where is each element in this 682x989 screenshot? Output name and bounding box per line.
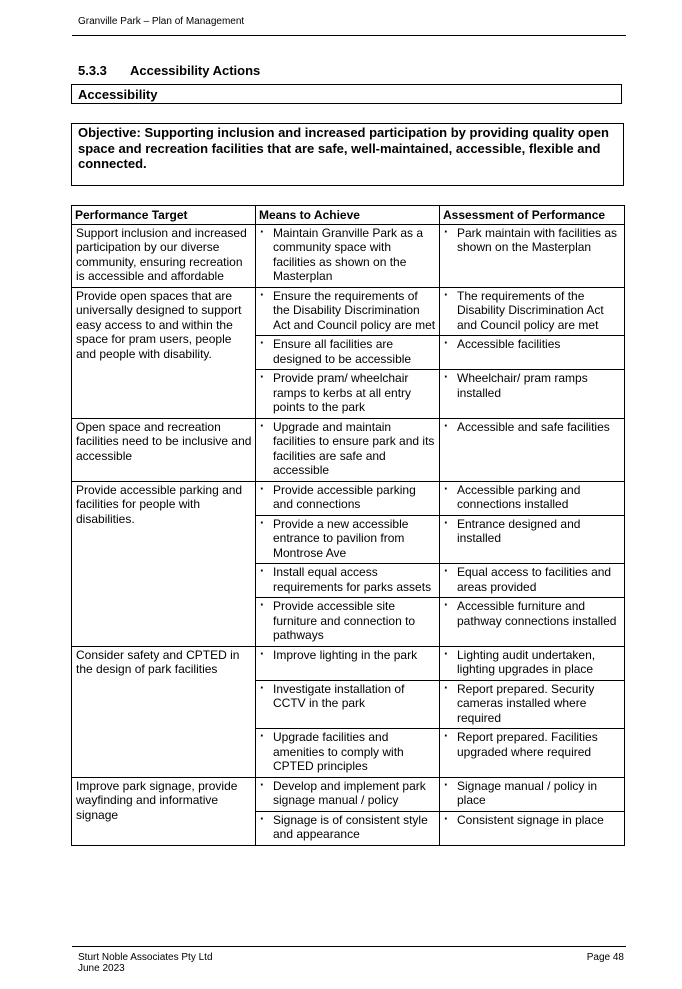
means-to-achieve: · Provide accessible site furniture and connection to pathways <box>256 598 440 647</box>
category-box: Accessibility <box>71 84 622 104</box>
section-heading <box>78 63 260 78</box>
means-to-achieve: · Upgrade and maintain facilities to ensure park and its facilities are safe and accessible <box>256 418 440 481</box>
means-to-achieve: · Investigate installation of CCTV in the park <box>256 680 440 729</box>
column-header: Assessment of Performance <box>440 206 625 225</box>
performance-target: Provide open spaces that are universally designed to support easy access to and within the space for pram users, people and people with disability. <box>72 287 256 418</box>
assessment-of-performance: · Entrance designed and installed <box>440 515 625 564</box>
assessment-of-performance: · Signage manual / policy in place <box>440 777 625 811</box>
means-to-achieve: · Ensure all facilities are designed to be accessible <box>256 336 440 370</box>
column-header: Performance Target <box>72 206 256 225</box>
means-to-achieve: · Maintain Granville Park as a community space with facilities as shown on the Masterplan <box>256 224 440 287</box>
section-title: Accessibility Actions <box>130 63 261 78</box>
means-to-achieve: · Upgrade facilities and amenities to comply with CPTED principles <box>256 729 440 778</box>
assessment-of-performance: · Consistent signage in place <box>440 811 625 845</box>
assessment-of-performance: · Wheelchair/ pram ramps installed <box>440 370 625 419</box>
assessment-of-performance: · Accessible and safe facilities <box>440 418 625 481</box>
means-to-achieve: · Provide accessible parking and connections <box>256 481 440 515</box>
footer-left <box>78 952 213 974</box>
table-row <box>72 777 625 811</box>
table-row <box>72 287 625 336</box>
assessment-of-performance: · Lighting audit undertaken, lighting upgrades in place <box>440 646 625 680</box>
assessment-of-performance: · The requirements of the Disability Discrimination Act and Council policy are met <box>440 287 625 336</box>
performance-target: Improve park signage, provide wayfinding and informative signage <box>72 777 256 845</box>
performance-target: Consider safety and CPTED in the design of park facilities <box>72 646 256 777</box>
actions-table <box>71 205 625 846</box>
running-header: Granville Park – Plan of Management <box>78 16 245 27</box>
assessment-of-performance: · Report prepared. Security cameras installed where required <box>440 680 625 729</box>
footer-divider <box>72 946 626 947</box>
assessment-of-performance: · Park maintain with facilities as shown on the Masterplan <box>440 224 625 287</box>
means-to-achieve: · Install equal access requirements for parks assets <box>256 564 440 598</box>
section-number: 5.3.3 <box>78 63 107 78</box>
performance-target: Provide accessible parking and facilities for people with disabilities. <box>72 481 256 646</box>
page-number: Page 48 <box>586 952 624 963</box>
means-to-achieve: · Ensure the requirements of the Disability Discrimination Act and Council policy are met <box>256 287 440 336</box>
performance-target: Support inclusion and increased participation by our diverse community, ensuring recreation is accessible and affordable <box>72 224 256 287</box>
footer-date: June 2023 <box>78 963 125 974</box>
column-header: Means to Achieve <box>256 206 440 225</box>
performance-target: Open space and recreation facilities need to be inclusive and accessible <box>72 418 256 481</box>
assessment-of-performance: · Report prepared. Facilities upgraded where required <box>440 729 625 778</box>
table-row <box>72 418 625 481</box>
table-row <box>72 224 625 287</box>
means-to-achieve: · Develop and implement park signage manual / policy <box>256 777 440 811</box>
header-divider <box>72 35 626 36</box>
table-row <box>72 646 625 680</box>
objective-box: Objective: Supporting inclusion and increased participation by providing quality open space and recreation facilities that are safe, well-maintained, accessible, flexible and connected. <box>71 123 624 186</box>
table-row <box>72 481 625 515</box>
means-to-achieve: · Provide pram/ wheelchair ramps to kerbs at all entry points to the park <box>256 370 440 419</box>
means-to-achieve: · Provide a new accessible entrance to pavilion from Montrose Ave <box>256 515 440 564</box>
table-header-row <box>72 206 625 225</box>
assessment-of-performance: · Accessible facilities <box>440 336 625 370</box>
assessment-of-performance: · Accessible furniture and pathway connections installed <box>440 598 625 647</box>
assessment-of-performance: · Equal access to facilities and areas provided <box>440 564 625 598</box>
footer-company: Sturt Noble Associates Pty Ltd <box>78 952 213 963</box>
means-to-achieve: · Improve lighting in the park <box>256 646 440 680</box>
means-to-achieve: · Signage is of consistent style and appearance <box>256 811 440 845</box>
assessment-of-performance: · Accessible parking and connections installed <box>440 481 625 515</box>
